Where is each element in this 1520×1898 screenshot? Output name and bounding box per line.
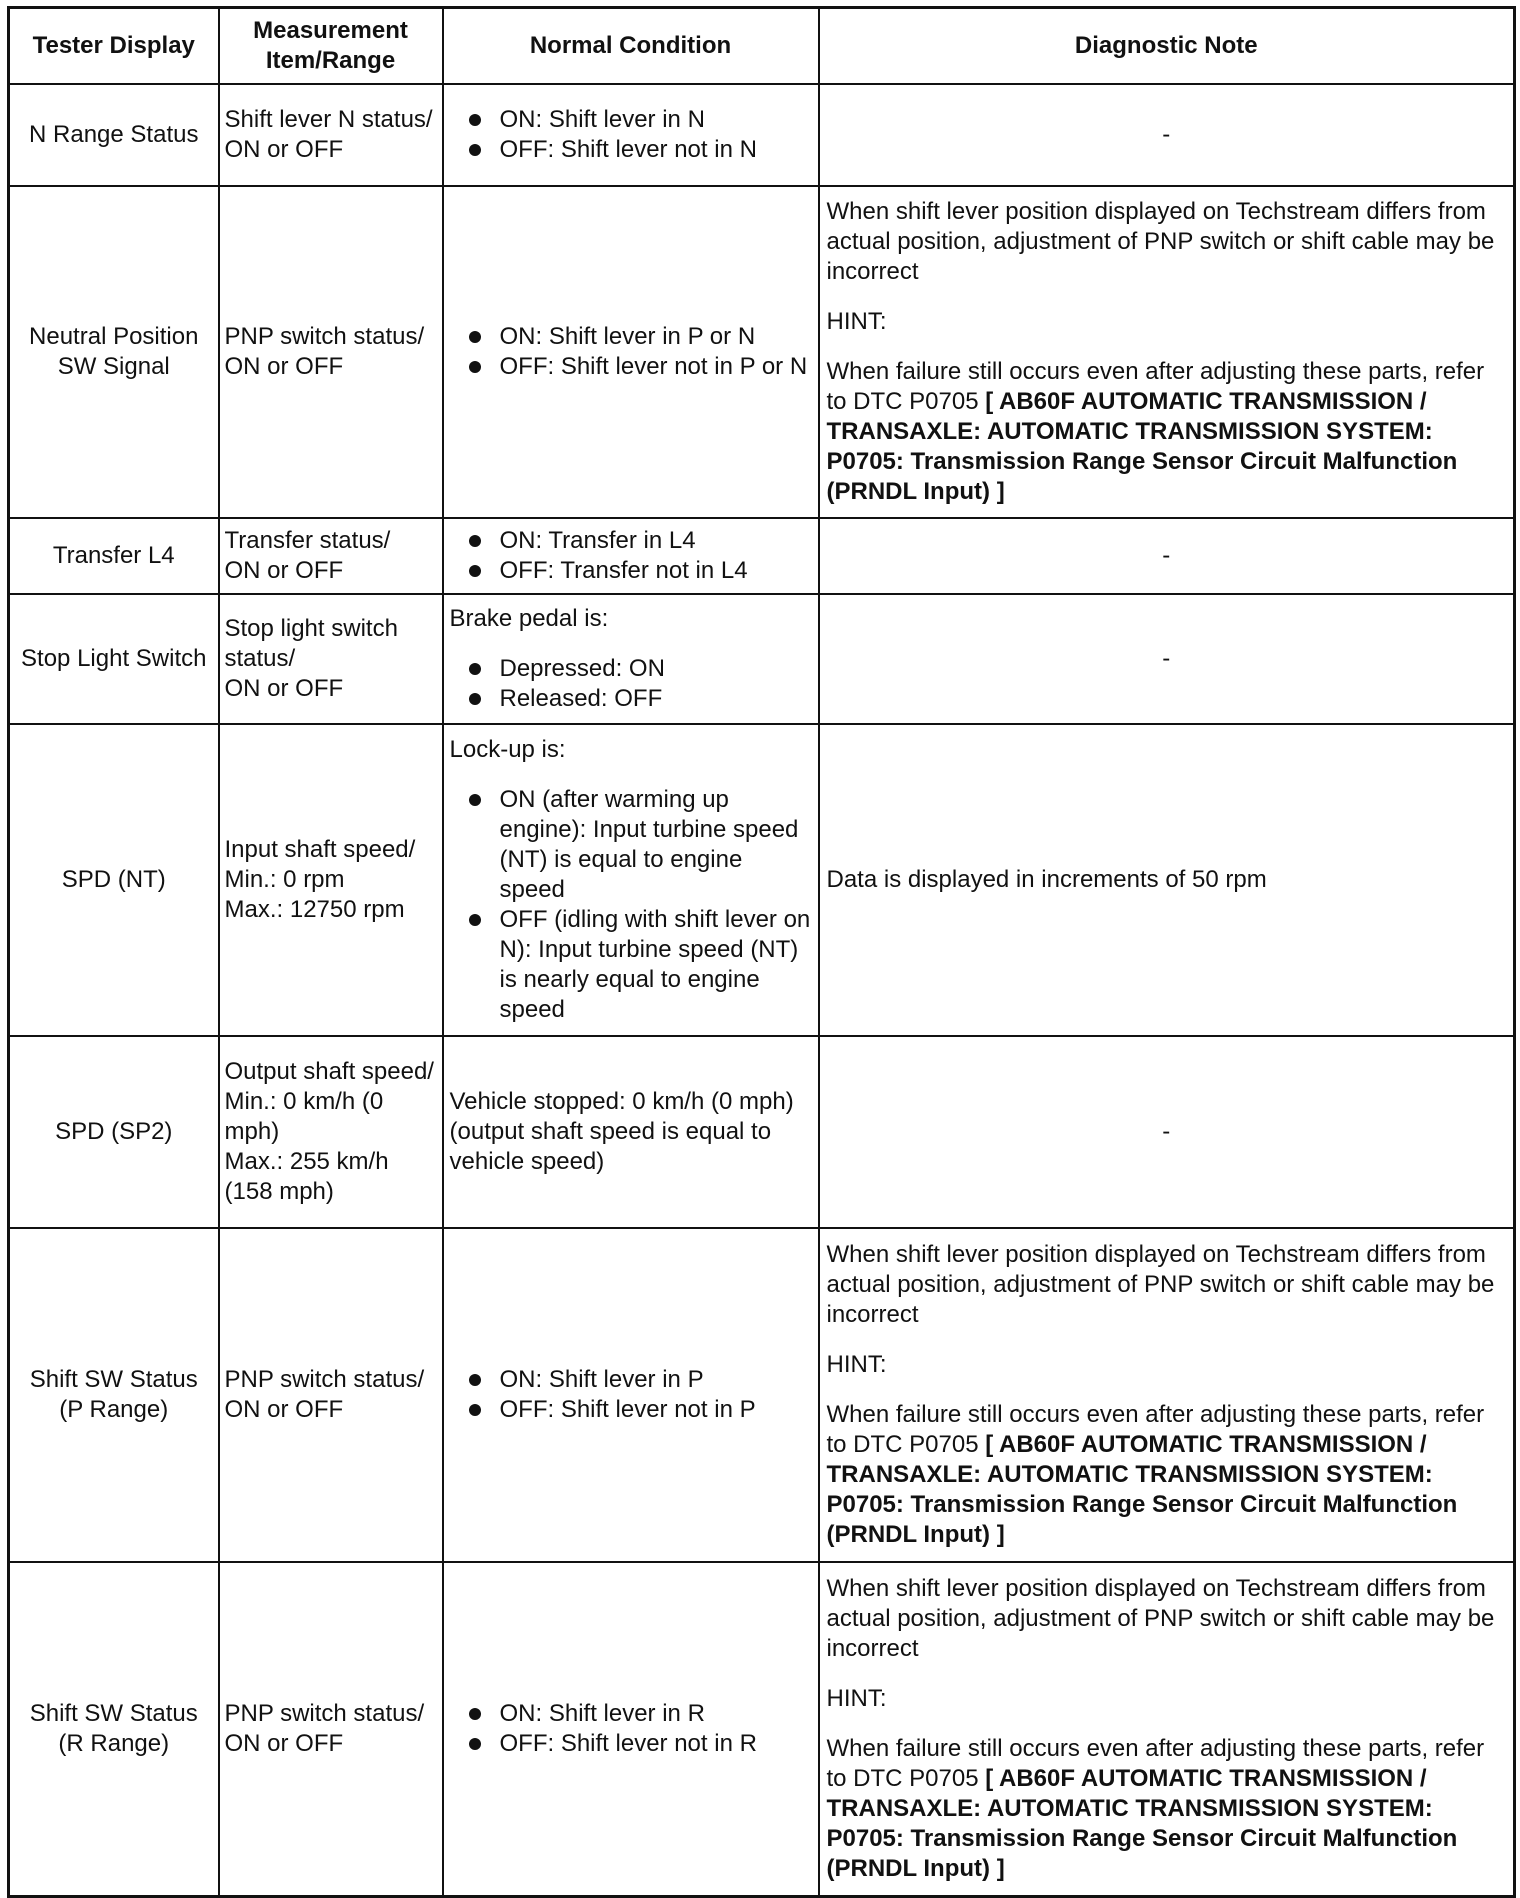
tester-display-cell: Neutral Position SW Signal <box>9 186 219 518</box>
measurement-line: Transfer status/ <box>224 527 391 554</box>
condition-list <box>450 654 812 714</box>
condition-item: OFF: Transfer not in L4 <box>450 556 812 586</box>
header-normal-condition: Normal Condition <box>443 8 819 85</box>
note-paragraph: When shift lever position displayed on Techstream differs from actual position, adjustment of PNP switch or shift cable may be incorrect <box>826 198 1495 285</box>
condition-list <box>450 1365 812 1425</box>
condition-item: ON: Shift lever in R <box>450 1699 812 1729</box>
hint-label: HINT: <box>826 1351 887 1378</box>
table-row <box>9 1228 1515 1562</box>
diagnostic-note-cell <box>819 186 1515 518</box>
condition-list <box>450 526 812 586</box>
refer-text: When failure still occurs even after adjusting these parts, refer to DTC P0705 <box>826 1401 1485 1458</box>
table-row <box>9 518 1515 594</box>
tester-display-cell: SPD (SP2) <box>9 1036 219 1228</box>
measurement-line: Min.: 0 rpm <box>224 866 345 893</box>
hint-label: HINT: <box>826 1684 887 1712</box>
dtc-reference-link[interactable]: [ AB60F AUTOMATIC TRANSMISSION / TRANSAXLE: AUTOMATIC TRANSMISSION SYSTEM: P0705: Transmission Range Sensor Circuit Malfunction (PRNDL Input) ] <box>826 388 1458 505</box>
normal-condition-cell <box>443 518 819 594</box>
tester-display-cell: Transfer L4 <box>9 518 219 594</box>
measurement-line: Shift lever N status/ <box>224 106 433 133</box>
measurement-line: ON or OFF <box>224 1729 344 1757</box>
note-paragraph <box>827 1400 1507 1550</box>
data-list-table <box>7 6 1516 1898</box>
condition-item: Released: OFF <box>450 684 812 714</box>
condition-item: ON (after warming up engine): Input turbine speed (NT) is equal to engine speed <box>450 785 812 905</box>
condition-item: OFF: Shift lever not in P <box>450 1395 812 1425</box>
measurement-cell <box>219 1036 443 1228</box>
measurement-line: Min.: 0 km/h (0 mph) <box>224 1088 384 1145</box>
tester-display-cell: Shift SW Status (P Range) <box>9 1228 219 1562</box>
condition-item: Depressed: ON <box>450 654 812 684</box>
normal-condition-cell <box>443 1562 819 1896</box>
normal-condition-cell <box>443 724 819 1036</box>
condition-item: ON: Shift lever in N <box>450 105 812 135</box>
measurement-line: Output shaft speed/ <box>224 1058 434 1085</box>
measurement-cell <box>219 518 443 594</box>
measurement-line: ON or OFF <box>224 675 344 702</box>
diagnostic-note-cell <box>819 1562 1515 1896</box>
tester-display-cell: Stop Light Switch <box>9 594 219 724</box>
header-diagnostic-note: Diagnostic Note <box>819 8 1515 85</box>
condition-intro: Brake pedal is: <box>449 605 609 632</box>
tester-display-cell: SPD (NT) <box>9 724 219 1036</box>
table-row <box>9 84 1515 186</box>
dtc-reference-link[interactable]: [ AB60F AUTOMATIC TRANSMISSION / TRANSAXLE: AUTOMATIC TRANSMISSION SYSTEM: P0705: Transmission Range Sensor Circuit Malfunction (PRNDL Input) ] <box>826 1431 1458 1548</box>
measurement-line: PNP switch status/ <box>224 1366 425 1393</box>
measurement-line: Input shaft speed/ <box>224 836 416 863</box>
tester-display-cell: Shift SW Status (R Range) <box>9 1562 219 1896</box>
table-row <box>9 1562 1515 1896</box>
condition-item: OFF: Shift lever not in N <box>450 135 812 165</box>
note-paragraph <box>827 357 1507 507</box>
measurement-line: Stop light switch status/ <box>224 615 398 672</box>
diagnostic-note-cell: - <box>819 594 1515 724</box>
diagnostic-note-cell: - <box>819 1036 1515 1228</box>
condition-item: ON: Shift lever in P <box>450 1365 812 1395</box>
hint-label: HINT: <box>826 308 887 335</box>
measurement-cell <box>219 594 443 724</box>
normal-condition-cell <box>443 1228 819 1562</box>
table-row <box>9 724 1515 1036</box>
normal-condition-cell <box>443 594 819 724</box>
measurement-line: Max.: 255 km/h (158 mph) <box>224 1148 389 1205</box>
normal-condition-cell <box>443 186 819 518</box>
normal-condition-cell <box>443 84 819 186</box>
note-paragraph <box>827 1734 1507 1884</box>
measurement-line: PNP switch status/ <box>224 1699 425 1727</box>
measurement-cell <box>219 84 443 186</box>
measurement-cell <box>219 186 443 518</box>
measurement-line: ON or OFF <box>224 1396 344 1423</box>
condition-item: OFF: Shift lever not in R <box>450 1729 812 1759</box>
tester-display-cell: N Range Status <box>9 84 219 186</box>
header-measurement: Measurement Item/Range <box>219 8 443 85</box>
measurement-line: ON or OFF <box>224 136 344 163</box>
table-row <box>9 1036 1515 1228</box>
header-tester-display: Tester Display <box>9 8 219 85</box>
condition-intro: Lock-up is: <box>449 736 566 763</box>
diagnostic-note-cell: Data is displayed in increments of 50 rpm <box>819 724 1515 1036</box>
table-row <box>9 594 1515 724</box>
measurement-line: ON or OFF <box>224 557 344 584</box>
condition-item: OFF (idling with shift lever on N): Input turbine speed (NT) is nearly equal to engine speed <box>450 905 812 1025</box>
condition-item: OFF: Shift lever not in P or N <box>450 352 812 382</box>
diagnostic-note-cell: - <box>819 518 1515 594</box>
measurement-cell <box>219 1228 443 1562</box>
condition-list <box>450 322 812 382</box>
table-row <box>9 186 1515 518</box>
diagnostic-note-cell: - <box>819 84 1515 186</box>
condition-list <box>450 105 812 165</box>
condition-list <box>450 785 812 1025</box>
measurement-cell <box>219 724 443 1036</box>
table-header-row <box>9 8 1515 85</box>
measurement-cell <box>219 1562 443 1896</box>
condition-item: ON: Shift lever in P or N <box>450 322 812 352</box>
measurement-line: PNP switch status/ <box>224 323 425 350</box>
dtc-reference-link[interactable]: [ AB60F AUTOMATIC TRANSMISSION / TRANSAXLE: AUTOMATIC TRANSMISSION SYSTEM: P0705: Transmission Range Sensor Circuit Malfunction (PRNDL Input) ] <box>826 1764 1458 1882</box>
measurement-line: ON or OFF <box>224 353 344 380</box>
data-list-table-container <box>7 6 1513 1898</box>
note-paragraph: When shift lever position displayed on Techstream differs from actual position, adjustment of PNP switch or shift cable may be incorrect <box>826 1574 1495 1662</box>
refer-text: When failure still occurs even after adjusting these parts, refer to DTC P0705 <box>826 358 1485 415</box>
refer-text: When failure still occurs even after adjusting these parts, refer to DTC P0705 <box>826 1734 1485 1792</box>
note-paragraph: When shift lever position displayed on Techstream differs from actual position, adjustment of PNP switch or shift cable may be incorrect <box>826 1241 1495 1328</box>
diagnostic-note-cell <box>819 1228 1515 1562</box>
measurement-line: Max.: 12750 rpm <box>224 896 405 923</box>
condition-list <box>450 1699 812 1759</box>
condition-item: ON: Transfer in L4 <box>450 526 812 556</box>
normal-condition-cell: Vehicle stopped: 0 km/h (0 mph) (output shaft speed is equal to vehicle speed) <box>443 1036 819 1228</box>
